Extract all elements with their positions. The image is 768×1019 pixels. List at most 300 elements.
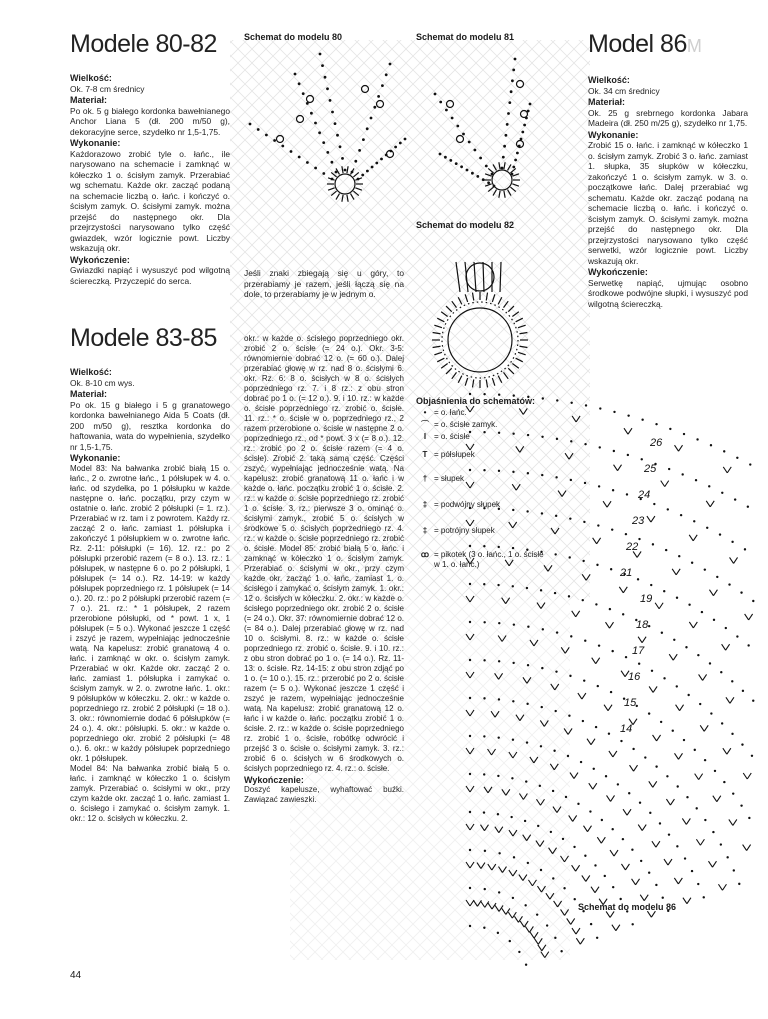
stitch-mark xyxy=(576,928,580,934)
legend-item xyxy=(416,550,546,570)
chain-stitch xyxy=(685,646,687,648)
stitch-mark xyxy=(653,735,657,741)
legend xyxy=(416,396,546,570)
stitch-mark xyxy=(527,677,531,683)
stitch-mark xyxy=(718,884,722,890)
stitch-mark xyxy=(630,765,634,771)
chain-stitch xyxy=(366,170,369,173)
chain-stitch xyxy=(385,73,388,76)
chain-stitch xyxy=(677,785,679,787)
chain-stitch xyxy=(483,773,485,775)
chain-stitch xyxy=(721,492,723,494)
chain-stitch xyxy=(451,117,454,120)
stitch-mark xyxy=(534,938,538,944)
chain-stitch xyxy=(294,73,297,76)
chain-stitch xyxy=(573,846,575,848)
stitch-mark xyxy=(484,787,488,793)
stitch-mark xyxy=(709,590,713,596)
chain-stitch xyxy=(583,521,585,523)
model-86-title-ghost: M xyxy=(686,36,702,56)
stitch-mark xyxy=(747,773,751,779)
stitch-mark xyxy=(657,735,661,741)
chain-stitch xyxy=(527,626,529,628)
stitch-mark xyxy=(472,293,473,301)
stitch-mark xyxy=(513,830,517,836)
chain-stitch xyxy=(659,822,661,824)
chain-stitch xyxy=(570,402,572,404)
material-text: Po ok. 15 g białego i 5 g granatowego kordonka bawełnianego Aida 5 Coats (dł. 200 m/50 g), resztka kordonka do haftowania, wata do wypełnienia, szydełko nr 1,5-1,75. xyxy=(70,399,230,452)
chain-stitch xyxy=(497,584,499,586)
stitch-mark xyxy=(466,596,470,602)
chain-stitch xyxy=(555,515,557,517)
chain-stitch xyxy=(341,157,344,160)
chain-stitch xyxy=(741,743,743,745)
work-heading: Wykonanie: xyxy=(588,129,639,140)
stitch-mark xyxy=(700,725,704,731)
chain-stitch xyxy=(731,541,733,543)
chain-stitch xyxy=(691,562,693,564)
chain-stitch xyxy=(752,700,754,702)
stitch-mark xyxy=(512,184,519,186)
chain-stitch xyxy=(697,654,699,656)
stitch-mark xyxy=(466,748,470,754)
round-number: 17 xyxy=(632,645,645,657)
chain-stitch xyxy=(512,700,514,702)
stitch-mark xyxy=(509,830,513,836)
legend-text: = o. ścisłe zamyk. xyxy=(434,420,498,429)
stitch-mark xyxy=(508,306,514,312)
stitch-mark xyxy=(722,884,726,890)
chain-stitch xyxy=(329,99,332,102)
stitch-mark xyxy=(466,862,470,868)
stitch-mark xyxy=(597,538,601,544)
stitch-mark xyxy=(470,862,474,868)
stitch-mark xyxy=(499,162,500,169)
chain-stitch xyxy=(560,950,562,952)
stitch-mark xyxy=(504,162,505,169)
stitch-mark xyxy=(328,188,335,190)
work-heading: Wykonanie: xyxy=(70,138,121,148)
stitch-mark xyxy=(588,826,592,832)
chain-stitch xyxy=(597,685,599,687)
chain-stitch xyxy=(485,165,488,168)
stitch-mark xyxy=(506,598,510,604)
stitch-mark xyxy=(514,916,518,922)
stitch-mark xyxy=(644,895,648,901)
stitch-mark xyxy=(730,697,734,703)
stitch-mark xyxy=(596,658,600,664)
chain-stitch xyxy=(752,600,754,602)
chain-stitch xyxy=(321,64,324,67)
stitch-mark xyxy=(580,938,584,944)
chain-stitch xyxy=(648,871,650,873)
stitch-mark xyxy=(433,332,441,333)
round-number: 19 xyxy=(640,593,653,605)
stitch-mark xyxy=(576,611,580,617)
chain-stitch xyxy=(631,849,633,851)
stitch-mark xyxy=(492,864,496,870)
stitch-mark xyxy=(561,909,565,915)
chain-stitch xyxy=(632,748,634,750)
stitch-mark xyxy=(610,911,614,917)
chain-stitch xyxy=(331,178,334,181)
chain-stitch xyxy=(599,446,601,448)
stitch-mark xyxy=(480,825,484,831)
chain-stitch xyxy=(613,411,615,413)
stitch-mark xyxy=(474,262,476,292)
size-heading: Wielkość: xyxy=(70,367,112,377)
chain-stitch xyxy=(456,125,459,128)
legend-item xyxy=(416,408,546,418)
chain-stitch xyxy=(509,940,511,942)
chain-stitch xyxy=(523,124,526,127)
stitch-mark xyxy=(592,658,596,664)
stitch-mark xyxy=(699,674,703,680)
stitch-mark xyxy=(510,168,515,172)
chain-stitch xyxy=(584,482,586,484)
stitch-mark xyxy=(434,352,442,354)
chain-stitch xyxy=(505,134,508,137)
stitch-mark xyxy=(661,481,665,487)
stitch-mark xyxy=(502,635,506,641)
stitch-mark xyxy=(628,428,632,434)
picot xyxy=(362,86,369,93)
chain-stitch xyxy=(375,162,378,165)
chain-stitch xyxy=(699,703,701,705)
stitch-mark xyxy=(584,826,588,832)
chain-stitch xyxy=(565,796,567,798)
chain-stitch xyxy=(290,150,293,153)
chain-stitch xyxy=(404,138,407,141)
chain-stitch xyxy=(394,146,397,149)
stitch-mark xyxy=(555,684,559,690)
chain-stitch xyxy=(514,159,517,162)
stitch-mark xyxy=(597,837,601,843)
stitch-mark xyxy=(504,301,509,307)
chain-stitch xyxy=(596,937,598,939)
stitch-mark xyxy=(347,166,348,173)
chain-stitch xyxy=(749,463,751,465)
chain-stitch xyxy=(617,783,619,785)
chain-stitch xyxy=(580,761,582,763)
legend-text: = pikotek (3 o. łańc., 1 o. ścisłe w 1. o. łańc.) xyxy=(434,550,544,569)
chain-stitch xyxy=(298,156,301,159)
stitch-mark xyxy=(723,467,727,473)
legend-symbol: I xyxy=(423,432,427,441)
chain-stitch xyxy=(497,813,499,815)
stitch-mark xyxy=(481,863,485,869)
stitch-mark xyxy=(554,901,558,907)
chain-stitch xyxy=(613,450,615,452)
chain-stitch xyxy=(512,166,515,169)
stitch-mark xyxy=(726,697,730,703)
chain-stitch xyxy=(697,883,699,885)
stitch-mark xyxy=(524,921,528,927)
chain-stitch xyxy=(710,444,712,446)
chain-stitch xyxy=(723,450,725,452)
stitch-mark xyxy=(500,262,501,292)
stitch-mark xyxy=(544,720,548,726)
stitch-mark xyxy=(570,773,574,779)
size-text: Ok. 34 cm średnicy xyxy=(588,85,660,96)
stitch-mark xyxy=(466,786,470,792)
stitch-mark xyxy=(466,900,470,906)
chain-stitch xyxy=(469,583,471,585)
legend-symbol: • xyxy=(423,408,427,417)
stitch-mark xyxy=(601,837,605,843)
stitch-mark xyxy=(659,603,663,609)
chain-stitch xyxy=(637,578,639,580)
chain-stitch xyxy=(537,825,539,827)
middle-finish-text: Doszyć kapelusze, wyhaftować buźki. Zawiązać zawieszki. xyxy=(244,785,404,804)
model-86-title-text: Model 86 xyxy=(588,30,687,58)
stitch-mark xyxy=(686,818,690,824)
chain-stitch xyxy=(569,675,571,677)
chain-stitch xyxy=(719,533,721,535)
stitch-mark xyxy=(529,926,533,932)
stitch-mark xyxy=(647,911,651,917)
chain-stitch xyxy=(604,875,606,877)
chain-stitch xyxy=(686,796,688,798)
stitch-mark xyxy=(613,751,617,757)
legend-text: = potrójny słupek xyxy=(434,526,495,535)
legend-item xyxy=(416,526,546,536)
chain-stitch xyxy=(529,103,532,106)
chain-stitch xyxy=(265,134,268,137)
chain-stitch xyxy=(462,133,465,136)
chain-stitch xyxy=(590,923,592,925)
chain-stitch xyxy=(444,156,447,159)
stitch-mark xyxy=(513,752,517,758)
stitch-mark xyxy=(565,647,569,653)
chain-stitch xyxy=(619,898,621,900)
chain-stitch xyxy=(585,404,587,406)
stitch-mark xyxy=(576,416,580,422)
chain-stitch xyxy=(507,112,510,115)
chain-stitch xyxy=(498,891,500,893)
models-80-82-title: Modele 80-82 xyxy=(70,30,217,58)
stitch-mark xyxy=(493,190,497,196)
stitch-mark xyxy=(434,325,442,327)
stitch-mark xyxy=(712,861,716,867)
stitch-mark xyxy=(520,921,524,927)
chain-stitch xyxy=(319,53,322,56)
chain-stitch xyxy=(716,576,718,578)
chain-stitch xyxy=(339,145,342,148)
stitch-mark xyxy=(743,845,747,851)
chain-stitch xyxy=(609,608,611,610)
stitch-mark xyxy=(564,856,568,862)
chain-stitch xyxy=(344,169,347,172)
chain-stitch xyxy=(542,628,544,630)
chain-stitch xyxy=(524,820,526,822)
chain-stitch xyxy=(584,855,586,857)
stitch-mark xyxy=(523,875,527,881)
chain-stitch xyxy=(583,679,585,681)
chain-stitch xyxy=(696,807,698,809)
chain-stitch xyxy=(527,862,529,864)
chain-stitch xyxy=(712,831,714,833)
chain-stitch xyxy=(612,489,614,491)
stitch-mark xyxy=(572,928,576,934)
stitch-mark xyxy=(536,841,540,847)
chain-stitch xyxy=(733,869,735,871)
legend-symbol: ‡ xyxy=(422,500,428,509)
finish-heading: Wykończenie: xyxy=(70,254,130,265)
chain-stitch xyxy=(721,722,723,724)
stitch-mark xyxy=(520,346,528,347)
chain-stitch xyxy=(468,141,471,144)
stitch-mark xyxy=(541,886,545,892)
chain-stitch xyxy=(695,479,697,481)
chain-stitch xyxy=(371,166,374,169)
stitch-mark xyxy=(666,799,670,805)
stitch-mark xyxy=(612,925,616,931)
stitch-mark xyxy=(573,815,577,821)
stitch-mark xyxy=(618,465,622,471)
chain-stitch xyxy=(684,857,686,859)
stitch-mark xyxy=(541,952,545,958)
stitch-mark xyxy=(550,893,554,899)
stitch-mark xyxy=(723,748,727,754)
chain-stitch xyxy=(611,828,613,830)
stitch-mark xyxy=(491,711,495,717)
stitch-mark xyxy=(470,710,474,716)
chain-stitch xyxy=(554,710,556,712)
picot xyxy=(297,116,304,123)
stitch-mark xyxy=(553,848,557,854)
stitch-mark xyxy=(466,710,470,716)
chain-stitch xyxy=(610,691,612,693)
stitch-mark xyxy=(540,841,544,847)
stitch-mark xyxy=(484,825,488,831)
stitch-mark xyxy=(519,875,523,881)
chain-stitch xyxy=(516,152,519,155)
stitch-mark xyxy=(495,673,499,679)
stitch-mark xyxy=(512,312,518,317)
finish-heading: Wykończenie: xyxy=(588,267,648,277)
stitch-mark xyxy=(680,705,684,711)
stitch-mark xyxy=(551,684,555,690)
chain-stitch xyxy=(584,443,586,445)
stitch-mark xyxy=(351,194,355,200)
chain-stitch xyxy=(510,90,513,93)
stitch-mark xyxy=(558,901,562,907)
stitch-mark xyxy=(687,898,691,904)
stitch-mark xyxy=(502,908,506,914)
legend-text: = podwójny słupek xyxy=(434,500,501,509)
chain-stitch xyxy=(672,730,674,732)
stitch-mark xyxy=(492,294,494,302)
chain-stitch xyxy=(577,803,579,805)
legend-text: = o. ścisłe xyxy=(434,432,470,441)
stitch-mark xyxy=(693,622,697,628)
stitch-mark xyxy=(642,825,646,831)
stitch-mark xyxy=(614,850,618,856)
chain-stitch xyxy=(568,595,570,597)
round-number: 16 xyxy=(628,671,641,683)
chain-stitch xyxy=(455,162,458,165)
chain-stitch xyxy=(553,750,555,752)
chain-stitch xyxy=(318,131,321,134)
chain-stitch xyxy=(649,812,651,814)
chain-stitch xyxy=(273,139,276,142)
chain-stitch xyxy=(681,473,683,475)
stitch-mark xyxy=(565,909,569,915)
chain-stitch xyxy=(511,173,514,176)
legend-text: = słupek xyxy=(434,474,465,483)
chain-stitch xyxy=(541,667,543,669)
legend-item xyxy=(416,500,546,510)
chain-stitch xyxy=(638,662,640,664)
chain-stitch xyxy=(306,161,309,164)
chain-stitch xyxy=(720,843,722,845)
chain-stitch xyxy=(589,810,591,812)
chain-stitch xyxy=(483,583,485,585)
chain-stitch xyxy=(512,662,514,664)
stitch-mark xyxy=(498,867,502,873)
stitch-mark xyxy=(669,654,673,660)
chain-stitch xyxy=(740,804,742,806)
chain-stitch xyxy=(640,860,642,862)
stitch-mark xyxy=(717,796,721,802)
chain-stitch xyxy=(655,423,657,425)
chain-stitch xyxy=(701,611,703,613)
stitch-mark xyxy=(649,781,653,787)
chain-stitch xyxy=(653,503,655,505)
chain-stitch xyxy=(335,171,338,174)
chain-stitch xyxy=(608,733,610,735)
stitch-mark xyxy=(651,911,655,917)
legend-symbol: ‡ xyxy=(422,526,428,535)
stitch-mark xyxy=(554,764,558,770)
chain-stitch xyxy=(357,178,360,181)
chain-stitch xyxy=(512,897,514,899)
picot xyxy=(277,136,284,143)
stitch-mark xyxy=(498,635,502,641)
stitch-mark xyxy=(638,825,642,831)
chain-stitch xyxy=(714,770,716,772)
chain-stitch xyxy=(513,856,515,858)
chain-stitch xyxy=(474,149,477,152)
stitch-mark xyxy=(483,262,484,292)
chain-stitch xyxy=(569,556,571,558)
work-text: Model 83: Na bałwanka zrobić białą 15 o. łańc., 2 o. zwrotne łańc., 1 półsłupek w 4. o. łańc. od szydełka, po 1 półsłupku w każde następne o. łańc. początku, przy czym w ostatnie o. łańc. zrobić 2 półsłupki (= 1. rz.). Przerabiać w rz. tam i z powrotem. Każdy rz. zacząć 2 o. łańc. zamiast 1. półsłupka i zakończyć 1 półsłupkiem w o. zwrotne łańc. Rz. 2-11: półsłupki (= 16). 12. rz.: po 2 półsłupki przerobić razem (= 8 o.). 13. rz.: 1 półsłupek, w następne 6 o. po 2 półsłupki, 1 półsłupek (= 14 o.). Rz. 14-19: w każdy półsłupek poprzedniego rz. 1 półsłupek (= 14 o.). 20. rz.: po 2 półsłupki przerobić razem (= 7 o.). 21. rz.: * 1 półsłupek, 2 razem przerobione półsłupki, od * powt. 1 x, 1 półsłupek (= 5 o.). Wykonać jeszcze 1 część i zszyć je razem, wypełniając jednocześnie watą. Na kapelusz: zrobić granatową 4 o. łańc. i zamknąć w okr. o. ścisłym zamyk. Przerabiać w okr. Każde okr. zacząć 2 o. łańc. zamiast 1. półsłupka i zamykać o. ścisłym zamyk. w 2. o. zwrotne łańc. 1. okr.: 9 półsłupków w kółeczku. 2. okr.: w każde o. poprzedniego rz. zrobić 2 półsłupki (= 18 o.). 3. okr.: równomiernie dodać 6 półsłupków (= 24 o.). 4. okr.: półsłupki. 5. okr.: w każde o. poprzedniego okr. zrobić 2 półsłupki (= 48 o.). 6. okr.: w każdy półsłupek poprzedniego okr. 1 półsłupek. xyxy=(70,463,230,763)
chain-stitch xyxy=(650,584,652,586)
stitch-mark xyxy=(446,306,452,312)
chain-stitch xyxy=(540,589,542,591)
stitch-mark xyxy=(713,796,717,802)
chain-arch xyxy=(466,263,494,291)
chain-stitch xyxy=(709,662,711,664)
stitch-mark xyxy=(353,172,358,176)
size-text: Ok. 8-10 cm wys. xyxy=(70,377,135,388)
chain-stitch xyxy=(554,553,556,555)
chain-stitch xyxy=(525,964,527,966)
chain-stitch xyxy=(483,811,485,813)
stitch-mark xyxy=(621,864,625,870)
chain-stitch xyxy=(598,485,600,487)
chain-stitch xyxy=(511,79,514,82)
chain-stitch xyxy=(501,167,504,170)
stitch-mark xyxy=(549,848,553,854)
chain-stitch xyxy=(611,650,613,652)
chain-stitch xyxy=(601,819,603,821)
picot xyxy=(377,101,384,108)
chain-stitch xyxy=(298,82,301,85)
stitch-mark xyxy=(633,719,637,725)
stitch-mark xyxy=(536,799,540,805)
